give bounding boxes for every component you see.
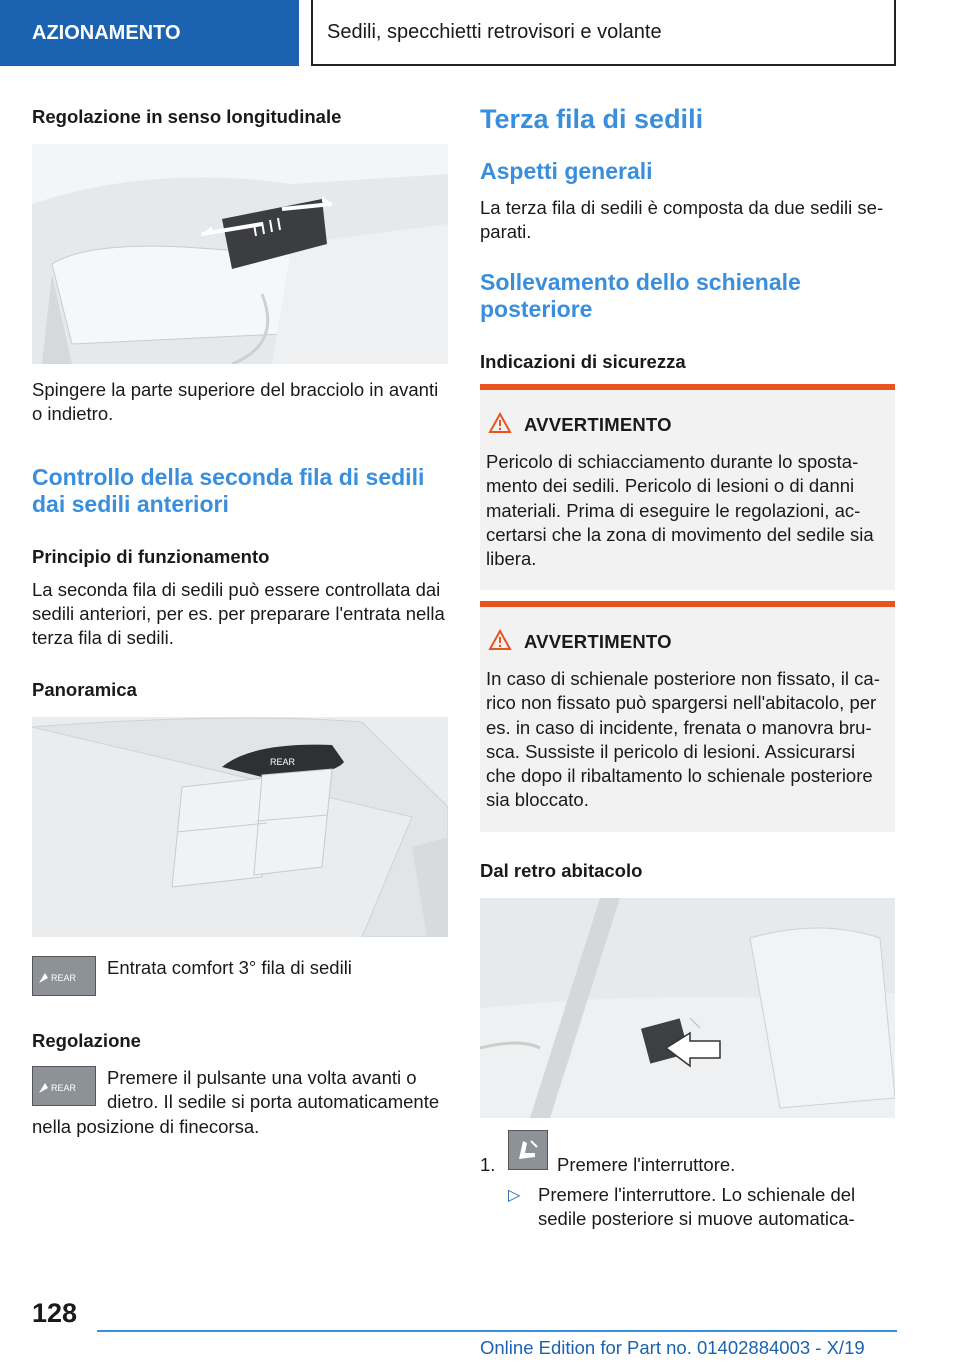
step-number: 1. bbox=[480, 1154, 496, 1175]
heading-from-rear: Dal retro abitacolo bbox=[480, 860, 643, 881]
para-adjust-1: Premere il pulsante una volta avanti o bbox=[107, 1067, 417, 1088]
step-text: Premere l'interruttore. bbox=[557, 1154, 736, 1175]
heading-safety: Indicazioni di sicurezza bbox=[480, 351, 686, 372]
heading-longitudinal: Regolazione in senso longitudinale bbox=[32, 106, 342, 127]
heading-general: Aspetti generali bbox=[480, 158, 653, 184]
heading-adjust: Regolazione bbox=[32, 1030, 141, 1051]
para-longitudinal: Spingere la parte superiore del bracciolo in avanti o indietro. bbox=[32, 379, 439, 424]
door-panel-photo bbox=[32, 717, 448, 937]
svg-text:REAR: REAR bbox=[270, 757, 296, 767]
rear-button-caption: Entrata comfort 3° fila di sedili bbox=[107, 957, 352, 978]
heading-third-row: Terza fila di sedili bbox=[480, 104, 704, 134]
warning-text-1: Pericolo di schiacciamento durante lo spostamento dei sedili. Pericolo di lesioni o di danni materiali. Prima di eseguire le regolazioni, accertarsi che la zona di movimento del sedile sia libera. bbox=[486, 451, 874, 570]
svg-text:REAR: REAR bbox=[51, 973, 77, 983]
para-adjust-2: dietro. Il sedile si porta automaticamente bbox=[107, 1091, 440, 1112]
chapter-title: Sedili, specchietti retrovisori e volante bbox=[311, 0, 896, 66]
footer-divider bbox=[97, 1330, 897, 1332]
rear-button-icon bbox=[32, 956, 96, 996]
heading-principle: Principio di funzionamento bbox=[32, 546, 270, 567]
armrest-photo bbox=[32, 144, 448, 364]
rear-seat-photo bbox=[480, 898, 895, 1118]
footer-edition: Online Edition for Part no. 01402884003 - X/19 bbox=[480, 1337, 865, 1358]
warning-triangle-icon bbox=[488, 412, 512, 434]
warning-box-2 bbox=[480, 601, 895, 832]
rear-button-icon-2 bbox=[32, 1066, 96, 1106]
warning-triangle-icon bbox=[488, 629, 512, 651]
heading-overview: Panoramica bbox=[32, 679, 137, 700]
bullet-text: Premere l'interruttore. Lo schienale del sedile posteriore si muove automatica- bbox=[538, 1184, 856, 1229]
para-general: La terza fila di sedili è composta da due sedili separati. bbox=[480, 197, 884, 242]
seat-switch-icon bbox=[508, 1130, 548, 1170]
section-tab: AZIONAMENTO bbox=[0, 0, 299, 66]
warning-title-2: AVVERTIMENTO bbox=[524, 631, 672, 652]
warning-box-1 bbox=[480, 384, 895, 590]
svg-text:REAR: REAR bbox=[51, 1083, 77, 1093]
para-adjust-3: nella posizione di finecorsa. bbox=[32, 1116, 260, 1137]
warning-text-2: In caso di schienale posteriore non fissato, il carico non fissato può spargersi nell'abitacolo, per es. in caso di incidente, frenata o manovra brusca. Sussiste il pericolo di lesioni. Assicurarsi che dopo il ribaltamento lo schienale posteriore sia bloccato. bbox=[486, 668, 880, 811]
heading-second-row: Controllo della seconda fila di sedili dai sedili anteriori bbox=[32, 464, 425, 517]
para-principle: La seconda fila di sedili può essere controllata dai sedili anteriori, per es. per preparare l'entrata nella terza fila di sedili. bbox=[32, 579, 445, 648]
page-number: 128 bbox=[32, 1298, 78, 1328]
heading-raise: Sollevamento dello schienale posteriore bbox=[480, 269, 801, 322]
bullet-marker: ▷ bbox=[508, 1187, 521, 1204]
warning-title-1: AVVERTIMENTO bbox=[524, 414, 672, 435]
